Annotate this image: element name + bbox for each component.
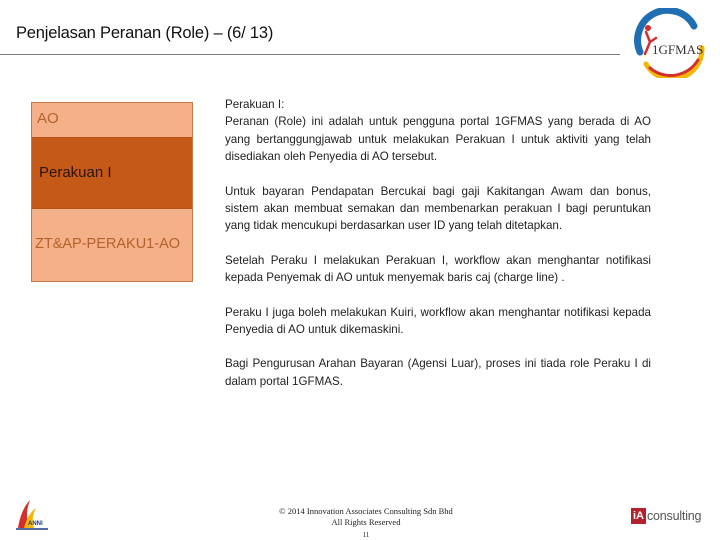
ia-logo-text: consulting bbox=[647, 509, 702, 523]
paragraph-1 bbox=[225, 96, 651, 166]
role-table-row-code: ZT&AP-PERAKU1-AO bbox=[32, 209, 192, 281]
paragraph-2: Untuk bayaran Pendapatan Bercukai bagi gaji Kakitangan Awam dan bonus, sistem akan membuat semakan dan membenarkan perakuan I bagi peruntukan yang tidak mencukupi berdasarkan user ID yang telah ditetapkan. bbox=[225, 184, 651, 233]
logo-text: 1GFMAS bbox=[652, 42, 704, 57]
anni-logo-text: ANNI bbox=[28, 521, 43, 527]
role-description bbox=[225, 96, 651, 407]
page-number: 11 bbox=[362, 531, 370, 539]
paragraph-5: Bagi Pengurusan Arahan Bayaran (Agensi Luar), proses ini tiada role Peraku I di dalam portal 1GFMAS. bbox=[225, 357, 651, 388]
paragraph-text: Peranan (Role) ini adalah untuk pengguna portal 1GFMAS yang berada di AO yang bertanggungjawab untuk melakukan Perakuan I untuk aktiviti yang telah disediakan oleh Penyedia di AO tersebut. bbox=[225, 115, 651, 164]
1gfmas-logo-icon bbox=[632, 8, 708, 78]
ia-consulting-logo bbox=[631, 507, 701, 525]
paragraph-3: Setelah Peraku I melakukan Perakuan I, workflow akan menghantar notifikasi kepada Penyemak di AO untuk menyemak baris caj (charge line) . bbox=[225, 253, 651, 285]
footer-rights: All Rights Reserved bbox=[331, 517, 401, 527]
role-table bbox=[31, 102, 193, 282]
1gfmas-logo bbox=[632, 8, 708, 78]
footer-copyright: © 2014 Innovation Associates Consulting Sdn Bhd bbox=[279, 506, 453, 516]
section-heading: Perakuan I: bbox=[225, 98, 285, 111]
ia-logo-mark: iA bbox=[633, 510, 644, 522]
role-table-row-ao: AO bbox=[32, 103, 192, 137]
role-table-row-perakuan: Perakuan I bbox=[32, 137, 192, 209]
paragraph-4: Peraku I juga boleh melakukan Kuiri, workflow akan menghantar notifikasi kepada Penyedia di AO untuk dikemaskini. bbox=[225, 305, 651, 337]
footer bbox=[250, 506, 482, 540]
slide-title: Penjelasan Peranan (Role) – (6/ 13) bbox=[16, 24, 274, 42]
title-divider bbox=[0, 54, 620, 55]
